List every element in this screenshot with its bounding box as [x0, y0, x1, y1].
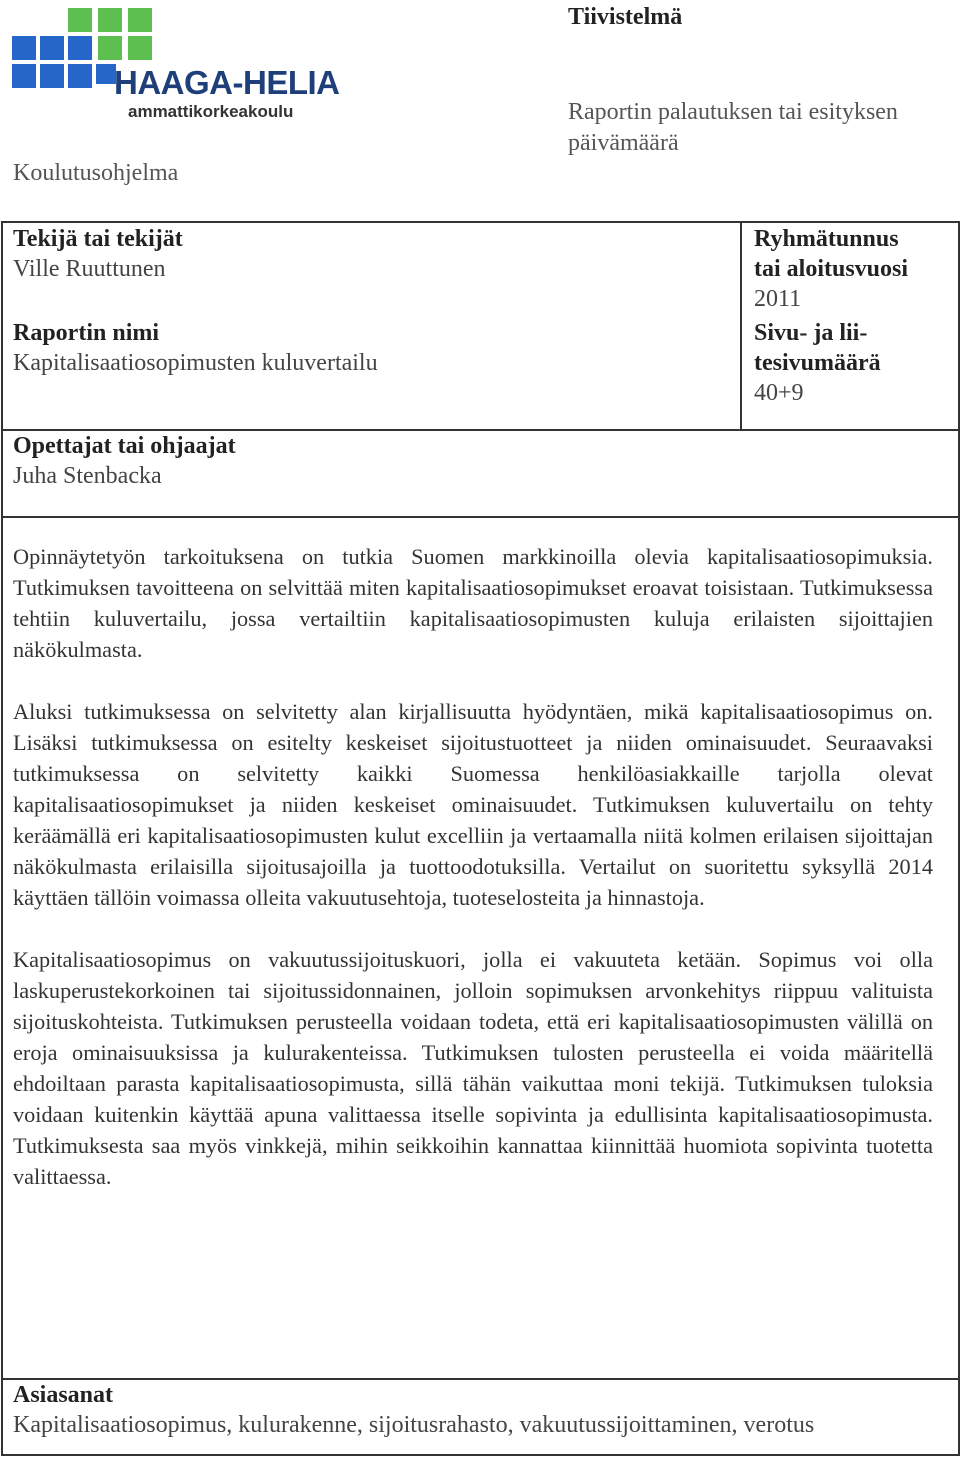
group-label-line2: tai aloitusvuosi	[754, 256, 909, 282]
group-field	[754, 224, 954, 314]
abstract-text	[13, 541, 933, 1223]
teachers-value: Juha Stenbacka	[13, 463, 162, 489]
haaga-helia-logo	[10, 4, 340, 126]
report-name-field	[13, 318, 378, 378]
pages-value: 40+9	[754, 380, 804, 406]
report-name-value: Kapitalisaatiosopimusten kuluvertailu	[13, 350, 378, 376]
program-label: Koulutusohjelma	[13, 160, 179, 186]
keywords-value: Kapitalisaatiosopimus, kulurakenne, sijoitusrahasto, vakuutussijoittaminen, verotus	[13, 1412, 815, 1438]
abstract-paragraph: Kapitalisaatiosopimus on vakuutussijoituskuori, jolla ei vakuuteta ketään. Sopimus voi olla laskuperustekorkoinen tai sijoitussidonnainen, jolloin sopimuksen arvonkehitys riippuu valituista sijoituskohteista. Tutkimuksen perusteella voidaan todeta, että eri kapitalisaatiosopimusten välillä on eroja ominaisuuksissa ja kulurakenteissa. Tutkimuksen tulosten perusteella ei voida määritellä ehdoiltaan parasta kapitalisaatiosopimusta, sillä tähän vaikuttaa moni tekijä. Tutkimuksen tuloksia voidaan kuitenkin käyttää apuna valittaessa itselle sopivinta ja edullisinta kapitalisaatiosopimusta. Tutkimuksesta saa myös vinkkejä, mihin seikkoihin kannattaa kiinnittää huomiota sopivinta tuotetta valittaessa.	[13, 947, 933, 1189]
keywords-label: Asiasanat	[13, 1382, 114, 1408]
pages-label-line2: tesivumäärä	[754, 350, 881, 376]
date-label: Raportin palautuksen tai esityksen päivämäärä	[568, 99, 898, 156]
author-value: Ville Ruuttunen	[13, 256, 166, 282]
info-box-divider	[740, 221, 742, 431]
abstract-paragraph: Aluksi tutkimuksessa on selvitetty alan kirjallisuutta hyödyntäen, mikä kapitalisaatiosopimus on. Lisäksi tutkimuksessa on esitelty keskeiset sijoitustuotteet ja niiden ominaisuudet. Seuraavaksi tutkimuksessa on selvitetty kaikki Suomessa henkilöasiakkaille tarjolla olevat kapitalisaatiosopimukset ja niiden keskeiset ominaisuudet. Tutkimuksen kuluvertailu on tehty keräämällä eri kapitalisaatiosopimusten kulut excelliin ja vertaamalla niitä kolmen erilaisen sijoittajan näkökulmasta erilaisilla sijoitusajoilla ja tuottoodotuksilla. Vertailut on suoritettu syksyllä 2014 käyttäen tällöin voimassa olleita vakuutusehtoja, tuoteselosteita ja hinnastoja.	[13, 699, 933, 910]
keywords-field	[13, 1380, 814, 1440]
teachers-field	[13, 431, 236, 491]
document-title: Tiivistelmä	[568, 4, 683, 30]
logo-subtitle: ammattikorkeakoulu	[128, 102, 294, 121]
pages-field	[754, 318, 954, 408]
group-value: 2011	[754, 286, 802, 312]
report-name-label: Raportin nimi	[13, 320, 160, 346]
pages-label-line1: Sivu- ja lii-	[754, 320, 868, 346]
teachers-label: Opettajat tai ohjaajat	[13, 433, 236, 459]
author-field	[13, 224, 183, 284]
logo-name: HAAGA-HELIA	[114, 64, 340, 101]
abstract-paragraph: Opinnäytetyön tarkoituksena on tutkia Suomen markkinoilla olevia kapitalisaatiosopimuksia. Tutkimuksen tavoitteena on selvittää miten kapitalisaatiosopimukset eroavat toisistaan. Tutkimuksessa tehtiin kuluvertailu, jossa vertailtiin kapitalisaatiosopimusten kuluja erilaisten sijoittajien näkökulmasta.	[13, 544, 933, 662]
author-label: Tekijä tai tekijät	[13, 226, 183, 252]
group-label-line1: Ryhmätunnus	[754, 226, 899, 252]
